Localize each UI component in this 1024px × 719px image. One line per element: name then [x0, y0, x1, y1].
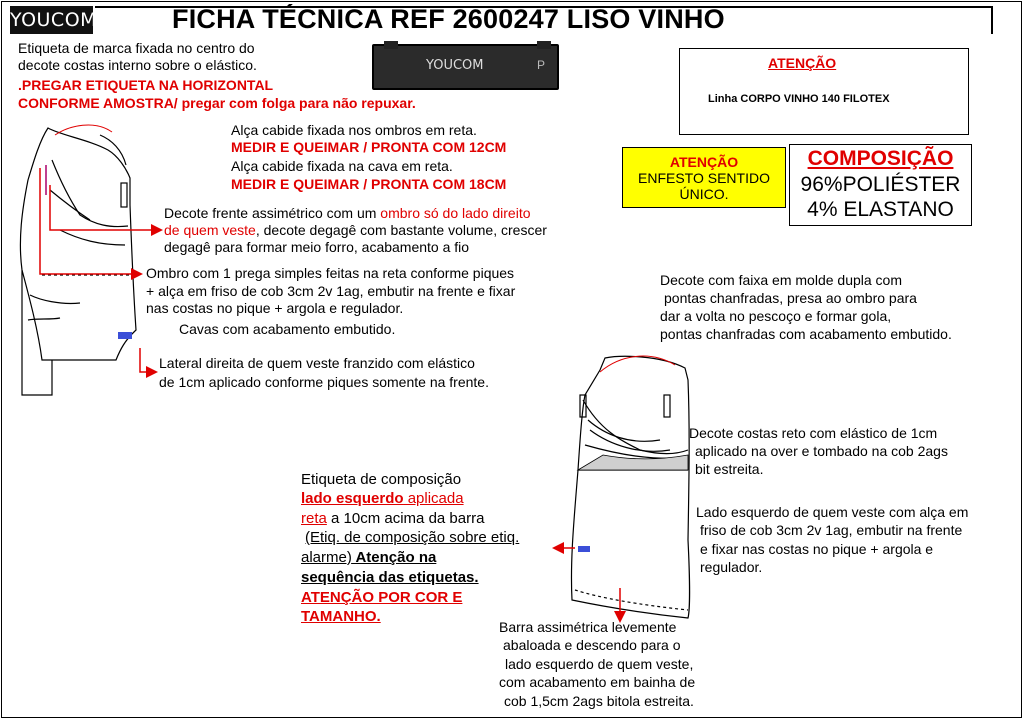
note-ombro-1: Ombro com 1 prega simples feitas na reta conforme piques: [146, 265, 515, 281]
note-alca-2: MEDIR E QUEIMAR / PRONTA COM 12CM: [231, 139, 507, 155]
note-comp-3: reta a 10cm acima da barra: [301, 510, 485, 527]
note-faixa-3: dar a volta no pescoço e formar gola,: [660, 308, 892, 324]
back-neck-line: [600, 356, 675, 372]
note-etiqueta-marca-1: Etiqueta de marca fixada no centro do: [18, 40, 255, 56]
note-lateral-2: de 1cm aplicado conforme piques somente na frente.: [159, 374, 489, 390]
note-decote-frente-2: de quem veste, decote degagê com bastante volume, crescer: [164, 222, 547, 238]
note-decote-frente-3: degagê para formar meio forro, acabamento a fio: [164, 239, 470, 255]
note-comp-1: Etiqueta de composição: [301, 471, 462, 488]
composition-label-mark-back: [578, 546, 590, 552]
enfesto-line2: ENFESTO SENTIDO: [638, 170, 770, 186]
note-costas-1: Decote costas reto com elástico de 1cm: [689, 425, 938, 441]
note-faixa-1: Decote com faixa em molde dupla com: [660, 272, 902, 288]
note-comp-2: lado esquerdo aplicada: [301, 490, 464, 507]
note-alca-1: Alça cabide fixada nos ombros em reta.: [231, 122, 477, 138]
note-lado-esq-4: regulador.: [700, 559, 763, 575]
note-comp-5: alarme) Atenção na: [301, 549, 437, 566]
note-costas-3: bit estreita.: [695, 461, 764, 477]
note-comp-7: ATENÇÃO POR COR E: [301, 589, 463, 606]
note-lado-esq-3: e fixar nas costas no pique + argola e: [700, 541, 934, 557]
note-ombro-2: + alça em friso de cob 3cm 2v 1ag, embutir na frente e fixar: [146, 283, 516, 299]
note-alca-4: MEDIR E QUEIMAR / PRONTA COM 18CM: [231, 176, 507, 192]
note-pregar-2: CONFORME AMOSTRA/ pregar com folga para não repuxar.: [18, 95, 416, 111]
brand-logo: YOUCOM: [10, 6, 93, 34]
note-barra-5: cob 1,5cm 2ags bitola estreita.: [504, 693, 694, 709]
note-faixa-2: pontas chanfradas, presa ao ombro para: [664, 290, 917, 306]
note-barra-2: abaloada e descendo para o: [503, 637, 681, 653]
note-lado-esq-2: friso de cob 3cm 2v 1ag, embutir na frente: [700, 522, 963, 538]
back-elastic-band: [578, 455, 688, 470]
note-lado-esq-1: Lado esquerdo de quem veste com alça em: [696, 504, 969, 520]
note-comp-4: (Etiq. de composição sobre etiq.: [305, 529, 520, 546]
note-lateral-1: Lateral direita de quem veste franzido com elástico: [159, 355, 475, 371]
composition-line2: 4% ELASTANO: [807, 198, 954, 221]
front-garment-sketch: [20, 128, 136, 395]
note-comp-6: sequência das etiquetas.: [301, 569, 479, 586]
composition-line1: 96%POLIÉSTER: [800, 173, 961, 196]
note-ombro-4: Cavas com acabamento embutido.: [179, 321, 396, 337]
note-comp-8: TAMANHO.: [301, 608, 381, 625]
note-barra-4: com acabamento em bainha de: [499, 674, 696, 690]
composition-title: COMPOSIÇÃO: [807, 147, 954, 170]
attention-title: ATENÇÃO: [768, 55, 837, 71]
note-barra-1: Barra assimétrica levemente: [499, 619, 677, 635]
note-faixa-4: pontas chanfradas com acabamento embutido.: [660, 326, 952, 342]
attention-text: Linha CORPO VINHO 140 FILOTEX: [708, 93, 890, 105]
label-brand-text: YOUCOM: [426, 58, 484, 73]
enfesto-line3: ÚNICO.: [679, 186, 729, 202]
label-size-text: P: [537, 58, 546, 72]
note-pregar-1: .PREGAR ETIQUETA NA HORIZONTAL: [18, 77, 274, 93]
note-alca-3: Alça cabide fixada na cava em reta.: [231, 158, 453, 174]
enfesto-title: ATENÇÃO: [669, 154, 739, 170]
note-etiqueta-marca-2: decote costas interno sobre o elástico.: [18, 57, 257, 73]
composition-label-mark-front: [118, 332, 132, 339]
page-title: FICHA TÉCNICA REF 2600247 LISO VINHO: [172, 4, 725, 34]
note-ombro-3: nas costas no pique + argola e regulador.: [146, 300, 404, 316]
note-barra-3: lado esquerdo de quem veste,: [505, 656, 694, 672]
note-decote-frente-1: Decote frente assimétrico com um ombro só do lado direito: [164, 205, 531, 221]
back-garment-sketch: [571, 356, 689, 618]
note-costas-2: aplicado na over e tombado na cob 2ags: [695, 443, 948, 459]
arrow-lateral: [140, 348, 155, 372]
